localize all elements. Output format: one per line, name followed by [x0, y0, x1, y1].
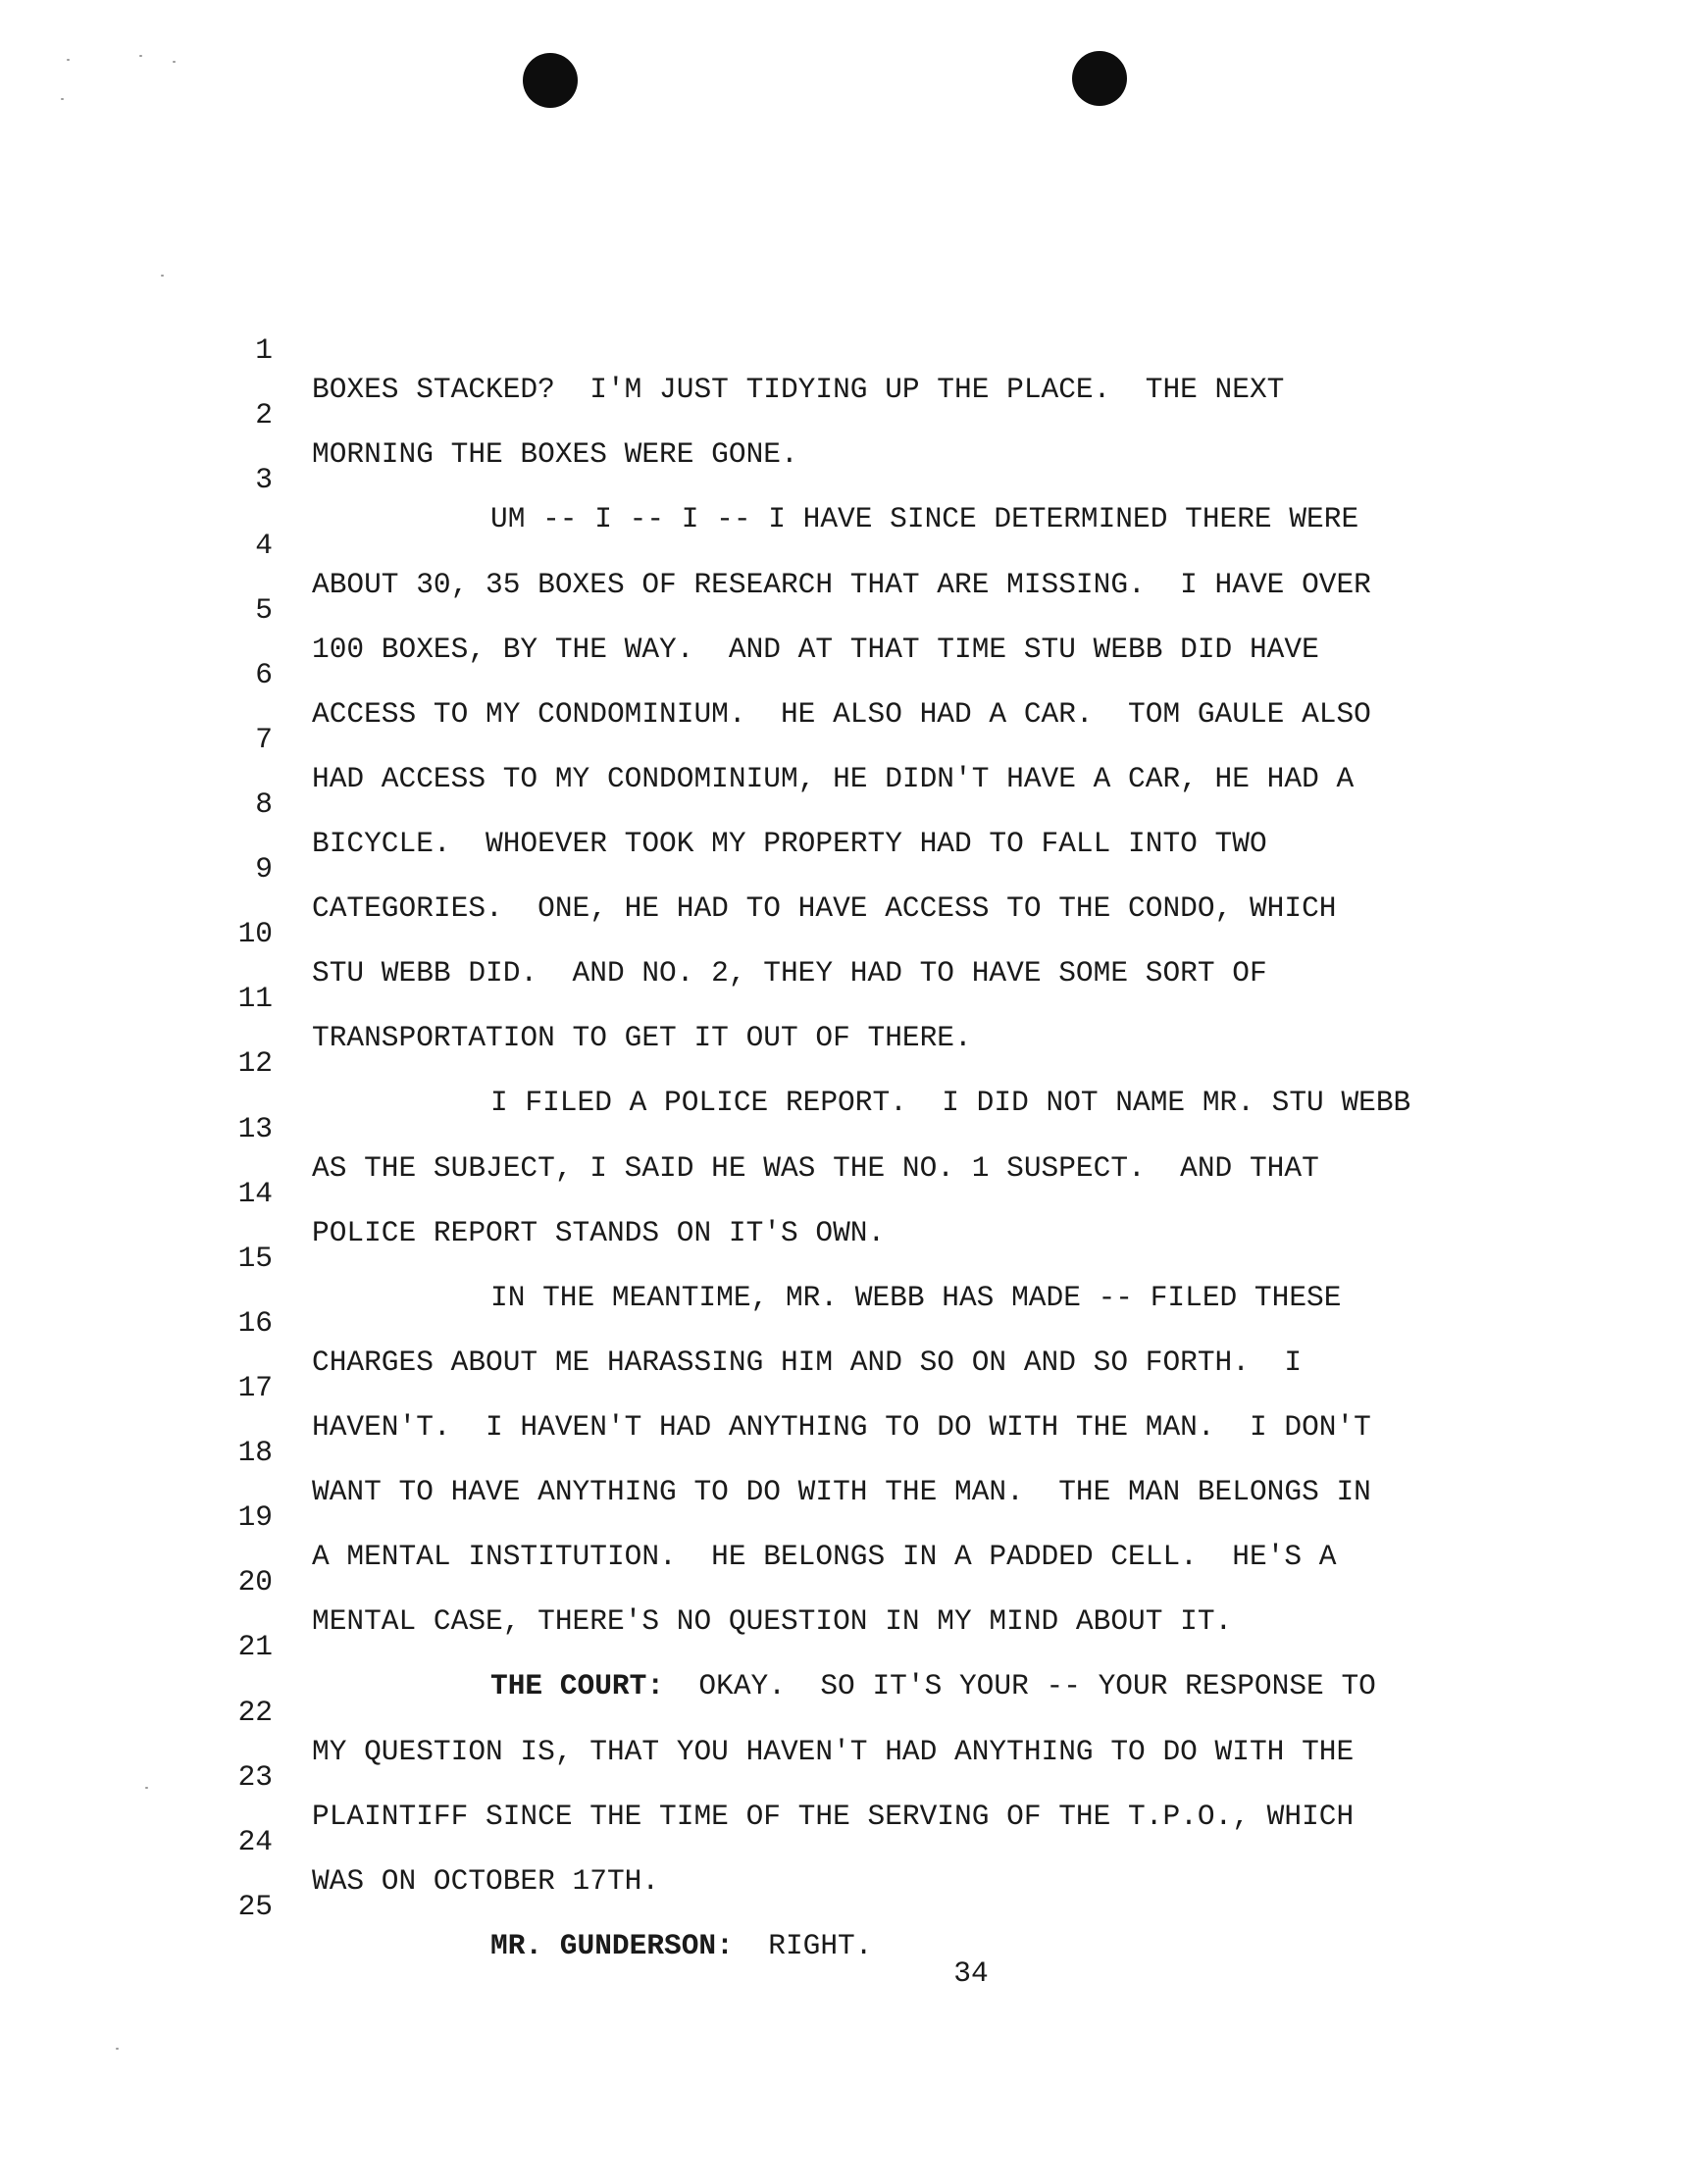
line-text: UM -- I -- I -- I HAVE SINCE DETERMINED THERE WERE — [490, 502, 1359, 535]
line-text: ACCESS TO MY CONDOMINIUM. HE ALSO HAD A CAR. TOM GAULE ALSO — [312, 697, 1371, 731]
line-number: 5 — [255, 593, 273, 627]
line-text: BOXES STACKED? I'M JUST TIDYING UP THE PLACE. THE NEXT — [312, 373, 1285, 406]
line-number: 7 — [255, 723, 273, 756]
line-number: 3 — [255, 463, 273, 496]
line-text: WANT TO HAVE ANYTHING TO DO WITH THE MAN. THE MAN BELONGS IN — [312, 1475, 1371, 1508]
speaker-label: THE COURT: — [490, 1669, 665, 1702]
line-text: IN THE MEANTIME, MR. WEBB HAS MADE -- FILED THESE — [490, 1281, 1342, 1314]
line-number: 14 — [237, 1177, 273, 1210]
line-text: I FILED A POLICE REPORT. I DID NOT NAME MR. STU WEBB — [490, 1086, 1411, 1119]
line-number: 23 — [237, 1760, 273, 1794]
line-number: 9 — [255, 852, 273, 886]
punch-hole-left — [523, 53, 578, 108]
line-number: 2 — [255, 398, 273, 432]
line-number: 18 — [237, 1436, 273, 1469]
transcript-line — [0, 291, 1285, 406]
speaker-label: MR. GUNDERSON: — [490, 1929, 734, 1962]
line-text: STU WEBB DID. AND NO. 2, THEY HAD TO HAVE SOME SORT OF — [312, 956, 1267, 990]
line-number: 24 — [237, 1825, 273, 1858]
line-text: POLICE REPORT STANDS ON IT'S OWN. — [312, 1216, 886, 1249]
line-text: PLAINTIFF SINCE THE TIME OF THE SERVING OF THE T.P.O., WHICH — [312, 1800, 1355, 1833]
line-text: HAVEN'T. I HAVEN'T HAD ANYTHING TO DO WITH THE MAN. I DON'T — [312, 1410, 1371, 1444]
line-number: 21 — [237, 1630, 273, 1663]
line-number: 1 — [255, 333, 273, 367]
scan-speck — [173, 61, 176, 63]
line-number: 22 — [237, 1696, 273, 1729]
scan-speck — [116, 2048, 119, 2050]
line-number: 25 — [237, 1890, 273, 1923]
line-number: 17 — [237, 1371, 273, 1404]
line-number: 11 — [237, 982, 273, 1015]
line-text: AS THE SUBJECT, I SAID HE WAS THE NO. 1 SUSPECT. AND THAT — [312, 1151, 1319, 1185]
speech-text: OKAY. SO IT'S YOUR -- YOUR RESPONSE TO — [664, 1669, 1376, 1702]
line-text: A MENTAL INSTITUTION. HE BELONGS IN A PADDED CELL. HE'S A — [312, 1540, 1337, 1573]
scan-speck — [145, 1787, 148, 1789]
line-number: 16 — [237, 1306, 273, 1340]
line-text — [490, 1666, 1376, 1705]
line-number: 6 — [255, 658, 273, 691]
line-text: MY QUESTION IS, THAT YOU HAVEN'T HAD ANYTHING TO DO WITH THE — [312, 1735, 1355, 1768]
line-number: 10 — [237, 917, 273, 950]
scan-speck — [61, 98, 64, 100]
line-number: 20 — [237, 1565, 273, 1599]
punch-hole-right — [1072, 51, 1127, 106]
line-number: 4 — [255, 529, 273, 562]
line-number: 15 — [237, 1242, 273, 1275]
line-text: BICYCLE. WHOEVER TOOK MY PROPERTY HAD TO FALL INTO TWO — [312, 827, 1267, 860]
line-text — [490, 1926, 872, 1965]
line-text: MENTAL CASE, THERE'S NO QUESTION IN MY MIND ABOUT IT. — [312, 1604, 1233, 1638]
scan-speck — [67, 59, 70, 61]
line-number: 12 — [237, 1046, 273, 1080]
line-text: HAD ACCESS TO MY CONDOMINIUM, HE DIDN'T HAVE A CAR, HE HAD A — [312, 762, 1355, 795]
speech-text: RIGHT. — [733, 1929, 873, 1962]
line-text: WAS ON OCTOBER 17TH. — [312, 1864, 660, 1898]
page-number: 34 — [953, 1956, 989, 1990]
line-text: MORNING THE BOXES WERE GONE. — [312, 437, 798, 471]
transcript-line — [0, 356, 798, 471]
line-text: CATEGORIES. ONE, HE HAD TO HAVE ACCESS TO THE CONDO, WHICH — [312, 891, 1337, 925]
scan-speck — [161, 275, 164, 277]
line-text: ABOUT 30, 35 BOXES OF RESEARCH THAT ARE MISSING. I HAVE OVER — [312, 568, 1371, 601]
line-text: 100 BOXES, BY THE WAY. AND AT THAT TIME STU WEBB DID HAVE — [312, 633, 1319, 666]
transcript-line — [0, 1783, 660, 1898]
line-number: 19 — [237, 1500, 273, 1534]
line-text: TRANSPORTATION TO GET IT OUT OF THERE. — [312, 1021, 972, 1054]
scan-speck — [139, 55, 142, 57]
line-number: 8 — [255, 787, 273, 821]
line-number: 13 — [237, 1112, 273, 1145]
line-text: CHARGES ABOUT ME HARASSING HIM AND SO ON AND SO FORTH. I — [312, 1346, 1303, 1379]
